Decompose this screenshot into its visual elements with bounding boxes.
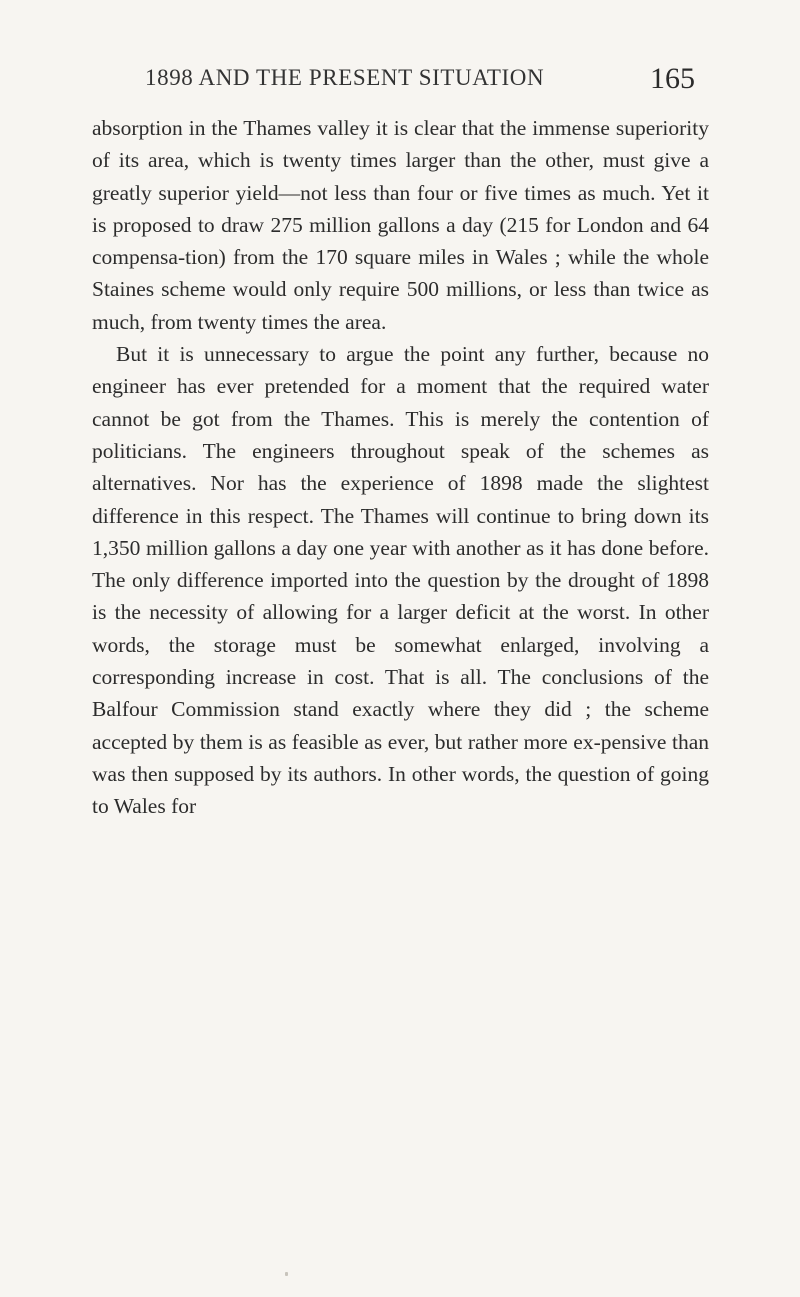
stray-ink-mark xyxy=(285,1272,288,1276)
body-text xyxy=(92,112,709,823)
paragraph-continued: absorption in the Thames valley it is clear that the immense superiority of its area, which is twenty times larger than the other, must give a greatly superior yield—not less than four or five times as much. Yet it is proposed to draw 275 million gallons a day (215 for London and 64 compensa-tion) from the 170 square miles in Wales ; while the whole Staines scheme would only require 500 millions, or less than twice as much, from twenty times the area. xyxy=(92,116,709,334)
page-number: 165 xyxy=(650,62,695,95)
running-title: 1898 AND THE PRESENT SITUATION xyxy=(145,65,545,90)
running-head xyxy=(0,62,800,96)
paragraph: But it is unnecessary to argue the point any further, because no engineer has ever pretended for a moment that the required water cannot be got from the Thames. This is merely the contention of politicians. The engineers throughout speak of the schemes as alternatives. Nor has the experience of 1898 made the slightest difference in this respect. The Thames will continue to bring down its 1,350 million gallons a day one year with another as it has done before. The only difference imported into the question by the drought of 1898 is the necessity of allowing for a larger deficit at the worst. In other words, the storage must be somewhat enlarged, involving a corresponding increase in cost. That is all. The conclusions of the Balfour Commission stand exactly where they did ; the scheme accepted by them is as feasible as ever, but rather more ex-pensive than was then supposed by its authors. In other words, the question of going to Wales for xyxy=(92,342,709,819)
